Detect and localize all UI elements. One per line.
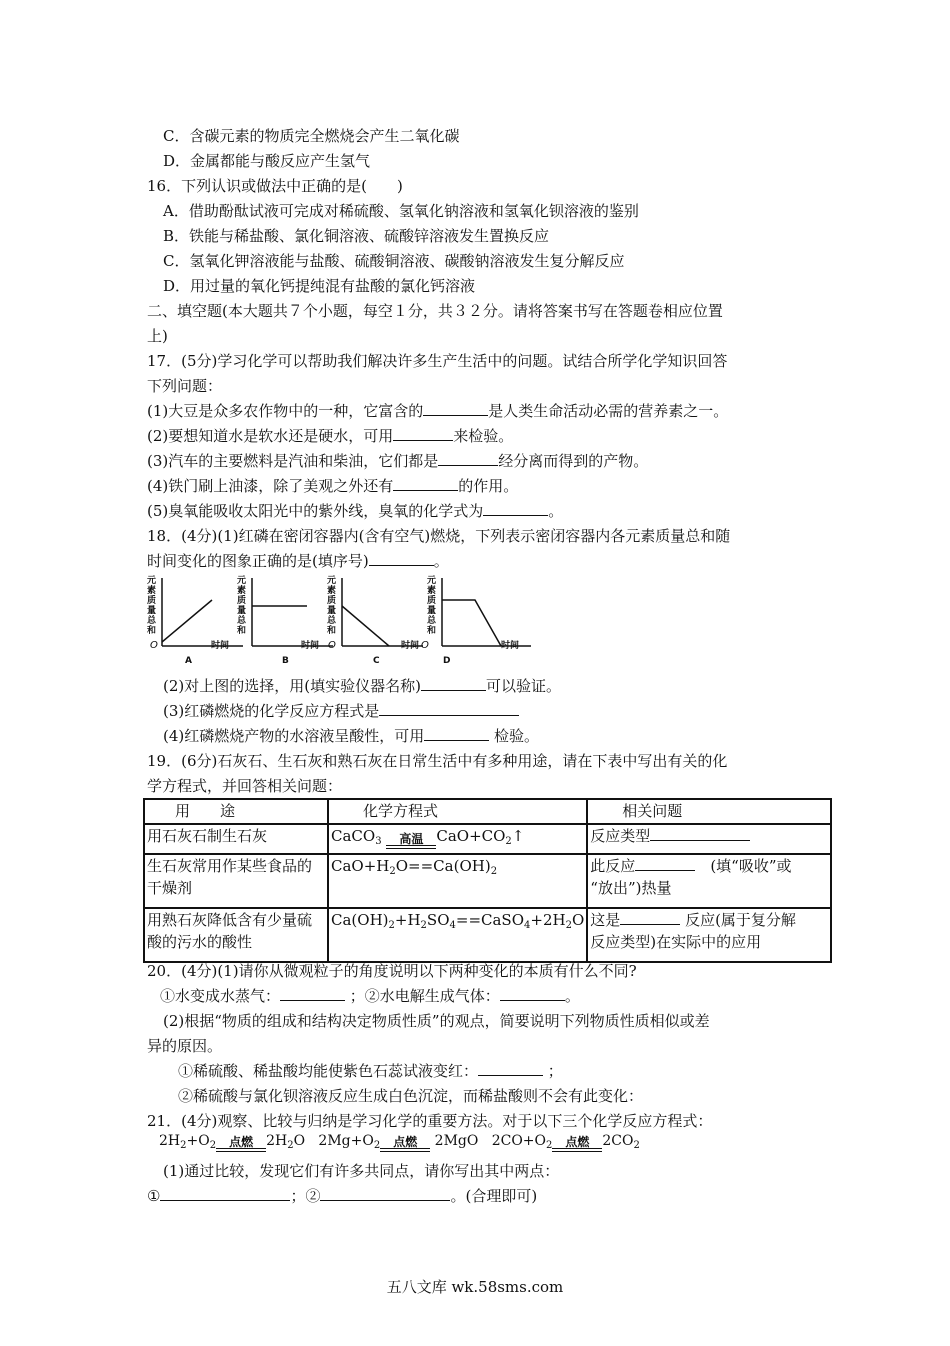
question-20: 20．(4分)(1)请你从微观粒子的角度说明以下两种变化的本质有什么不同? — [147, 962, 637, 980]
table-row — [144, 854, 831, 908]
table-row — [144, 824, 831, 854]
q18-4: (4)红磷燃烧产物的水溶液呈酸性，可用 检验。 — [163, 727, 540, 745]
use-cell: 用熟石灰降低含有少量硫 酸的污水的酸性 — [144, 908, 328, 962]
answer-blank[interactable] — [160, 1186, 290, 1201]
table-header-row — [144, 799, 831, 824]
y-axis-label: 元素质量总和 — [327, 576, 337, 636]
use-cell: 用石灰石制生石灰 — [144, 824, 328, 854]
q20-2-b: ②稀硫酸与氯化钡溶液反应生成白色沉淀，而稀盐酸则不会有此变化： — [178, 1087, 644, 1105]
origin-label: O — [150, 640, 158, 651]
question-17: 17．(5分)学习化学可以帮助我们解决许多生产生活中的问题。试结合所学化学知识回答 — [147, 352, 728, 370]
answer-blank[interactable] — [369, 551, 434, 566]
question-19-cont: 学方程式，并回答相关问题： — [147, 777, 343, 795]
reaction-condition: 点燃 — [380, 1136, 430, 1156]
q17-4: (4)铁门刷上油漆，除了美观之外还有 的作用。 — [147, 477, 519, 495]
header-question: 相关问题 — [587, 799, 831, 824]
origin-label: O — [328, 640, 336, 651]
q17-3: (3)汽车的主要燃料是汽油和柴油，它们都是 经分离而得到的产物。 — [147, 452, 649, 470]
q18-2: (2)对上图的选择，用(填实验仪器名称) 可以验证。 — [163, 677, 561, 695]
y-axis-label: 元素质量总和 — [427, 576, 437, 636]
question-17-cont: 下列问题： — [147, 377, 223, 395]
reaction-condition: 点燃 — [216, 1136, 266, 1156]
answer-blank[interactable] — [500, 986, 565, 1001]
q20-1: ①水变成水蒸气： ；②水电解生成气体： 。 — [160, 987, 580, 1005]
answer-blank[interactable] — [393, 476, 458, 491]
graph-label: C — [373, 656, 380, 666]
header-equation: 化学方程式 — [328, 799, 587, 824]
q21-1-answers: ① ；② 。(合理即可) — [147, 1187, 538, 1205]
section-2-heading-cont: 上) — [147, 327, 168, 345]
graph-label: A — [185, 656, 192, 666]
q20-2: (2)根据“物质的组成和结构决定物质性质”的观点，简要说明下列物质性质相似或差 — [163, 1012, 710, 1030]
question-cell: 这是 反应(属于复分解 反应类型)在实际中的应用 — [587, 908, 831, 962]
graph-d — [421, 576, 527, 668]
answer-blank[interactable] — [635, 856, 695, 871]
option-d: D．金属都能与酸反应产生氢气 — [163, 152, 371, 170]
answer-blank[interactable] — [280, 986, 345, 1001]
equation-cell: $Ca(OH)_2+H_2SO_4==CaSO_4+2H_2O$ — [328, 908, 587, 962]
answer-blank[interactable] — [478, 1061, 543, 1076]
graph-label: B — [282, 656, 289, 666]
q17-5: (5)臭氧能吸收太阳光中的紫外线，臭氧的化学式为 。 — [147, 502, 564, 520]
reaction-condition: 点燃 — [552, 1136, 602, 1156]
q18-3: (3)红磷燃烧的化学反应方程式是 — [163, 701, 519, 721]
use-cell: 生石灰常用作某些食品的 干燥剂 — [144, 854, 328, 908]
x-axis-label: 时间 — [301, 641, 320, 651]
answer-blank[interactable] — [423, 401, 488, 416]
origin-label: O — [421, 640, 429, 651]
q16-option-c: C．氢氧化钾溶液能与盐酸、硫酸铜溶液、碳酸钠溶液发生复分解反应 — [163, 252, 625, 270]
footer-watermark: 五八文库 wk.58sms.com — [386, 1278, 564, 1296]
q17-2: (2)要想知道水是软水还是硬水，可用 来检验。 — [147, 427, 514, 445]
question-18-cont: 时间变化的图象正确的是(填序号) 。 — [147, 552, 449, 570]
lime-uses-table — [143, 798, 832, 963]
x-axis-label: 时间 — [211, 641, 230, 651]
q16-option-a: A．借助酚酞试液可完成对稀硫酸、氢氧化钠溶液和氢氧化钡溶液的鉴别 — [163, 202, 639, 220]
option-c: C．含碳元素的物质完全燃烧会产生二氧化碳 — [163, 127, 460, 145]
answer-blank[interactable] — [421, 676, 486, 691]
y-axis-label: 元素质量总和 — [237, 576, 247, 636]
q20-2-a: ①稀硫酸、稀盐酸均能使紫色石蕊试液变红： ； — [178, 1062, 563, 1080]
equation-cell: $CaO+H_2O==Ca(OH)_2$ — [328, 854, 587, 908]
equation-cell: CaCO$_3$ 高温 $CaO+CO_2↑$ — [328, 824, 587, 854]
table-row — [144, 908, 831, 962]
answer-blank[interactable] — [320, 1186, 450, 1201]
question-16: 16．下列认识或做法中正确的是( ) — [147, 177, 403, 195]
reaction-condition: 高温 — [386, 833, 436, 853]
y-axis-label: 元素质量总和 — [147, 576, 157, 636]
q20-2-cont: 异的原因。 — [147, 1037, 223, 1055]
header-use: 用 途 — [144, 799, 328, 824]
reaction-equations: $2H_2+O_2$ 点燃 $2H_2O$ $2Mg+O_2$ 点燃 2MgO $2CO+O_2$ 点燃 $2CO_2$ — [159, 1131, 640, 1156]
section-2-heading: 二、填空题(本大题共７个小题，每空１分，共３２分。请将答案书写在答题卷相应位置 — [147, 302, 723, 320]
answer-blank[interactable] — [650, 826, 750, 841]
question-18: 18．(4分)(1)红磷在密闭容器内(含有空气)燃烧，下列表示密闭容器内各元素质量总和随 — [147, 527, 731, 545]
graph-a — [147, 576, 247, 668]
answer-blank[interactable] — [483, 501, 548, 516]
graph-b — [237, 576, 337, 668]
question-21: 21．(4分)观察、比较与归纳是学习化学的重要方法。对于以下三个化学反应方程式： — [147, 1112, 713, 1130]
answer-blank[interactable] — [379, 701, 519, 716]
answer-blank[interactable] — [424, 726, 489, 741]
q21-1: (1)通过比较，发现它们有许多共同点，请你写出其中两点： — [163, 1162, 560, 1180]
x-axis-label: 时间 — [501, 641, 520, 651]
answer-blank[interactable] — [393, 426, 453, 441]
q17-1: (1)大豆是众多农作物中的一种，它富含的 是人类生命活动必需的营养素之一。 — [147, 402, 729, 420]
q16-option-d: D．用过量的氧化钙提纯混有盐酸的氯化钙溶液 — [163, 277, 476, 295]
answer-blank[interactable] — [620, 910, 680, 925]
q16-option-b: B．铁能与稀盐酸、氯化铜溶液、硫酸锌溶液发生置换反应 — [163, 227, 550, 245]
question-cell: 反应类型 — [587, 824, 831, 854]
graph-label: D — [443, 656, 451, 666]
question-19: 19．(6分)石灰石、生石灰和熟石灰在日常生活中有多种用途，请在下表中写出有关的化 — [147, 752, 728, 770]
x-axis-label: 时间 — [401, 641, 420, 651]
graph-c — [327, 576, 427, 668]
answer-blank[interactable] — [438, 451, 498, 466]
question-cell: 此反应 (填“吸收”或 “放出”)热量 — [587, 854, 831, 908]
